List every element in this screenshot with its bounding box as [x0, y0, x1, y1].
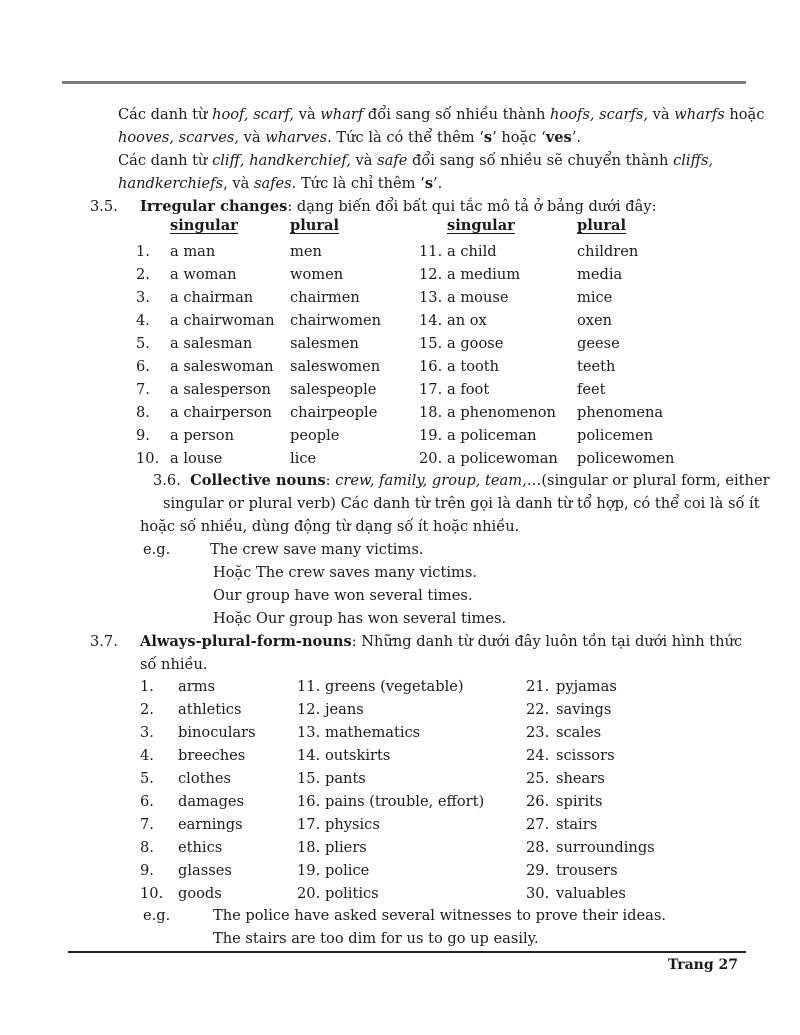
noun-item: greens (vegetable) [325, 678, 464, 695]
plural-cell: policewomen [577, 450, 675, 467]
item-number: 4. [140, 747, 154, 764]
plural-cell: women [290, 266, 344, 283]
footer-rule [68, 951, 746, 953]
noun-item: trousers [556, 862, 618, 879]
section-3-6-example-4: Hoặc Our group has won several times. [213, 610, 507, 627]
intro-line-1: Các danh từ hoof, scarf, và wharf đổi sang số nhiều thành hoofs, scarfs, và wharfs hoặc [118, 106, 765, 123]
intro-line-3: Các danh từ cliff, handkerchief, và safe đổi sang số nhiều sẽ chuyển thành cliffs, [118, 152, 714, 169]
noun-item: jeans [325, 701, 364, 718]
plural-cell: policemen [577, 427, 654, 444]
section-3-6-line-3: hoặc số nhiều, dùng động từ dạng số ít hoặc nhiều. [140, 518, 520, 535]
item-number: 6. [140, 793, 154, 810]
plural-cell: phenomena [577, 404, 664, 421]
header-rule [62, 81, 746, 84]
singular-cell: a salesperson [170, 381, 271, 398]
singular-cell: a mouse [447, 289, 509, 306]
row-number: 11. [419, 243, 443, 260]
item-number: 11. [297, 678, 321, 695]
singular-cell: a chairperson [170, 404, 272, 421]
item-number: 3. [140, 724, 154, 741]
section-3-6-example-1: The crew save many victims. [210, 541, 424, 558]
page-number: Trang 27 [667, 957, 738, 973]
section-3-6-example-3: Our group have won several times. [213, 587, 473, 604]
row-number: 3. [136, 289, 150, 306]
row-number: 6. [136, 358, 150, 375]
item-number: 23. [526, 724, 550, 741]
section-3-5-number: 3.5. [90, 198, 118, 215]
noun-item: outskirts [325, 747, 391, 764]
section-3-6-eg-label: e.g. [143, 541, 171, 558]
item-number: 8. [140, 839, 154, 856]
noun-item: pliers [325, 839, 367, 856]
noun-item: ethics [178, 839, 223, 856]
plural-cell: salespeople [290, 381, 377, 398]
item-number: 19. [297, 862, 321, 879]
noun-item: goods [178, 885, 222, 902]
singular-cell: a salesman [170, 335, 253, 352]
row-number: 20. [419, 450, 443, 467]
item-number: 27. [526, 816, 550, 833]
section-3-7-heading: Always-plural-form-nouns: Những danh từ dưới đây luôn tồn tại dưới hình thức [140, 633, 743, 650]
section-3-7-number: 3.7. [90, 633, 118, 650]
noun-item: scales [556, 724, 602, 741]
section-3-6-line-2: singular or plural verb) Các danh từ trên gọi là danh từ tổ hợp, có thể coi là số ít [163, 495, 760, 512]
section-3-7-eg-label: e.g. [143, 907, 171, 924]
noun-item: damages [178, 793, 245, 810]
item-number: 12. [297, 701, 321, 718]
noun-item: earnings [178, 816, 243, 833]
plural-cell: men [290, 243, 322, 260]
singular-cell: a man [170, 243, 216, 260]
noun-item: pants [325, 770, 366, 787]
item-number: 29. [526, 862, 550, 879]
noun-item: physics [325, 816, 380, 833]
item-number: 5. [140, 770, 154, 787]
item-number: 20. [297, 885, 321, 902]
intro-line-2: hooves, scarves, và wharves. Tức là có thể thêm ‘s’ hoặc ‘ves’. [118, 129, 581, 146]
plural-cell: media [577, 266, 623, 283]
plural-cell: mice [577, 289, 613, 306]
singular-cell: a saleswoman [170, 358, 274, 375]
item-number: 14. [297, 747, 321, 764]
row-number: 16. [419, 358, 443, 375]
noun-item: binoculars [178, 724, 256, 741]
item-number: 2. [140, 701, 154, 718]
singular-cell: a foot [447, 381, 490, 398]
item-number: 30. [526, 885, 550, 902]
plural-cell: salesmen [290, 335, 359, 352]
row-number: 18. [419, 404, 443, 421]
noun-item: athletics [178, 701, 242, 718]
plural-cell: feet [577, 381, 606, 398]
noun-item: clothes [178, 770, 232, 787]
singular-cell: an ox [447, 312, 487, 329]
row-number: 9. [136, 427, 150, 444]
section-3-5-heading: Irregular changes: dạng biến đổi bất qui tắc mô tả ở bảng dưới đây: [140, 198, 657, 215]
singular-cell: a louse [170, 450, 223, 467]
intro-line-4: handkerchiefs, và safes. Tức là chỉ thêm ‘s’. [118, 175, 443, 192]
item-number: 26. [526, 793, 550, 810]
plural-cell: chairmen [290, 289, 360, 306]
section-3-6-heading: 3.6. Collective nouns: crew, family, group, team,…(singular or plural form, either [153, 472, 770, 489]
row-number: 12. [419, 266, 443, 283]
singular-cell: a phenomenon [447, 404, 556, 421]
singular-cell: a woman [170, 266, 237, 283]
row-number: 5. [136, 335, 150, 352]
item-number: 16. [297, 793, 321, 810]
noun-item: breeches [178, 747, 246, 764]
singular-cell: a policeman [447, 427, 537, 444]
plural-cell: chairwomen [290, 312, 382, 329]
noun-item: scissors [556, 747, 615, 764]
plural-cell: people [290, 427, 340, 444]
row-number: 14. [419, 312, 443, 329]
noun-item: spirits [556, 793, 603, 810]
item-number: 1. [140, 678, 154, 695]
row-number: 7. [136, 381, 150, 398]
row-number: 19. [419, 427, 443, 444]
singular-cell: a policewoman [447, 450, 558, 467]
noun-item: mathematics [325, 724, 421, 741]
item-number: 17. [297, 816, 321, 833]
row-number: 2. [136, 266, 150, 283]
noun-item: valuables [556, 885, 626, 902]
singular-cell: a tooth [447, 358, 500, 375]
plural-cell: oxen [577, 312, 613, 329]
item-number: 28. [526, 839, 550, 856]
plural-cell: children [577, 243, 639, 260]
row-number: 4. [136, 312, 150, 329]
plural-cell: teeth [577, 358, 616, 375]
item-number: 10. [140, 885, 164, 902]
row-number: 17. [419, 381, 443, 398]
header-singular-left: singular [170, 217, 238, 234]
item-number: 13. [297, 724, 321, 741]
header-plural-right: plural [577, 217, 627, 234]
section-3-7-example-2: The stairs are too dim for us to go up easily. [213, 930, 539, 947]
singular-cell: a chairwoman [170, 312, 275, 329]
row-number: 15. [419, 335, 443, 352]
noun-item: stairs [556, 816, 598, 833]
plural-cell: saleswomen [290, 358, 381, 375]
noun-item: savings [556, 701, 612, 718]
singular-cell: a goose [447, 335, 504, 352]
section-3-7-heading-cont: số nhiều. [140, 656, 208, 673]
noun-item: glasses [178, 862, 232, 879]
singular-cell: a person [170, 427, 234, 444]
header-plural-left: plural [290, 217, 340, 234]
noun-item: arms [178, 678, 216, 695]
singular-cell: a child [447, 243, 497, 260]
noun-item: pains (trouble, effort) [325, 793, 485, 810]
plural-cell: lice [290, 450, 317, 467]
noun-item: police [325, 862, 370, 879]
plural-cell: geese [577, 335, 620, 352]
section-3-7-example-1: The police have asked several witnesses to prove their ideas. [213, 907, 666, 924]
section-3-6-example-2: Hoặc The crew saves many victims. [213, 564, 477, 581]
singular-cell: a medium [447, 266, 521, 283]
singular-cell: a chairman [170, 289, 254, 306]
header-singular-right: singular [447, 217, 515, 234]
item-number: 24. [526, 747, 550, 764]
noun-item: pyjamas [556, 678, 617, 695]
item-number: 15. [297, 770, 321, 787]
noun-item: shears [556, 770, 605, 787]
row-number: 13. [419, 289, 443, 306]
item-number: 22. [526, 701, 550, 718]
row-number: 8. [136, 404, 150, 421]
item-number: 7. [140, 816, 154, 833]
item-number: 21. [526, 678, 550, 695]
row-number: 1. [136, 243, 150, 260]
item-number: 18. [297, 839, 321, 856]
item-number: 25. [526, 770, 550, 787]
item-number: 9. [140, 862, 154, 879]
noun-item: politics [325, 885, 379, 902]
plural-cell: chairpeople [290, 404, 378, 421]
noun-item: surroundings [556, 839, 655, 856]
row-number: 10. [136, 450, 160, 467]
